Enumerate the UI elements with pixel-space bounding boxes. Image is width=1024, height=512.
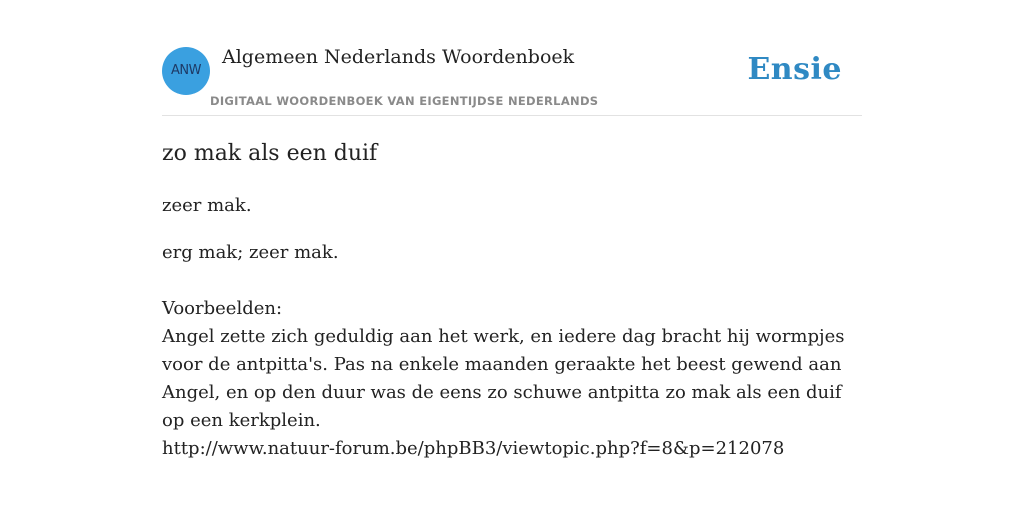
- example-source-url: http://www.natuur-forum.be/phpBB3/viewtopic.php?f=8&p=212078: [162, 438, 785, 459]
- entry-content: [162, 138, 862, 463]
- site-header: [162, 0, 862, 116]
- anw-logo[interactable]: ANW: [162, 47, 210, 95]
- definition-1: zeer mak.: [162, 195, 252, 216]
- site-subtitle: DIGITAAL WOORDENBOEK VAN EIGENTIJDSE NEDERLANDS: [210, 94, 599, 108]
- definition-2: erg mak; zeer mak.: [162, 242, 339, 263]
- examples-label: Voorbeelden:: [162, 298, 283, 319]
- entry-term: zo mak als een duif: [162, 141, 378, 166]
- ensie-brand-logo[interactable]: Ensie: [747, 52, 842, 87]
- site-title[interactable]: Algemeen Nederlands Woordenboek: [222, 46, 575, 68]
- examples-block: [162, 295, 862, 463]
- example-text: Angel zette zich geduldig aan het werk, en iedere dag bracht hij wormpjes voor de antpitta's. Pas na enkele maanden geraakte het beest gewend aan Angel, en op den duur was de eens zo schuwe antpitta zo mak als een duif op een kerkplein.: [162, 326, 845, 431]
